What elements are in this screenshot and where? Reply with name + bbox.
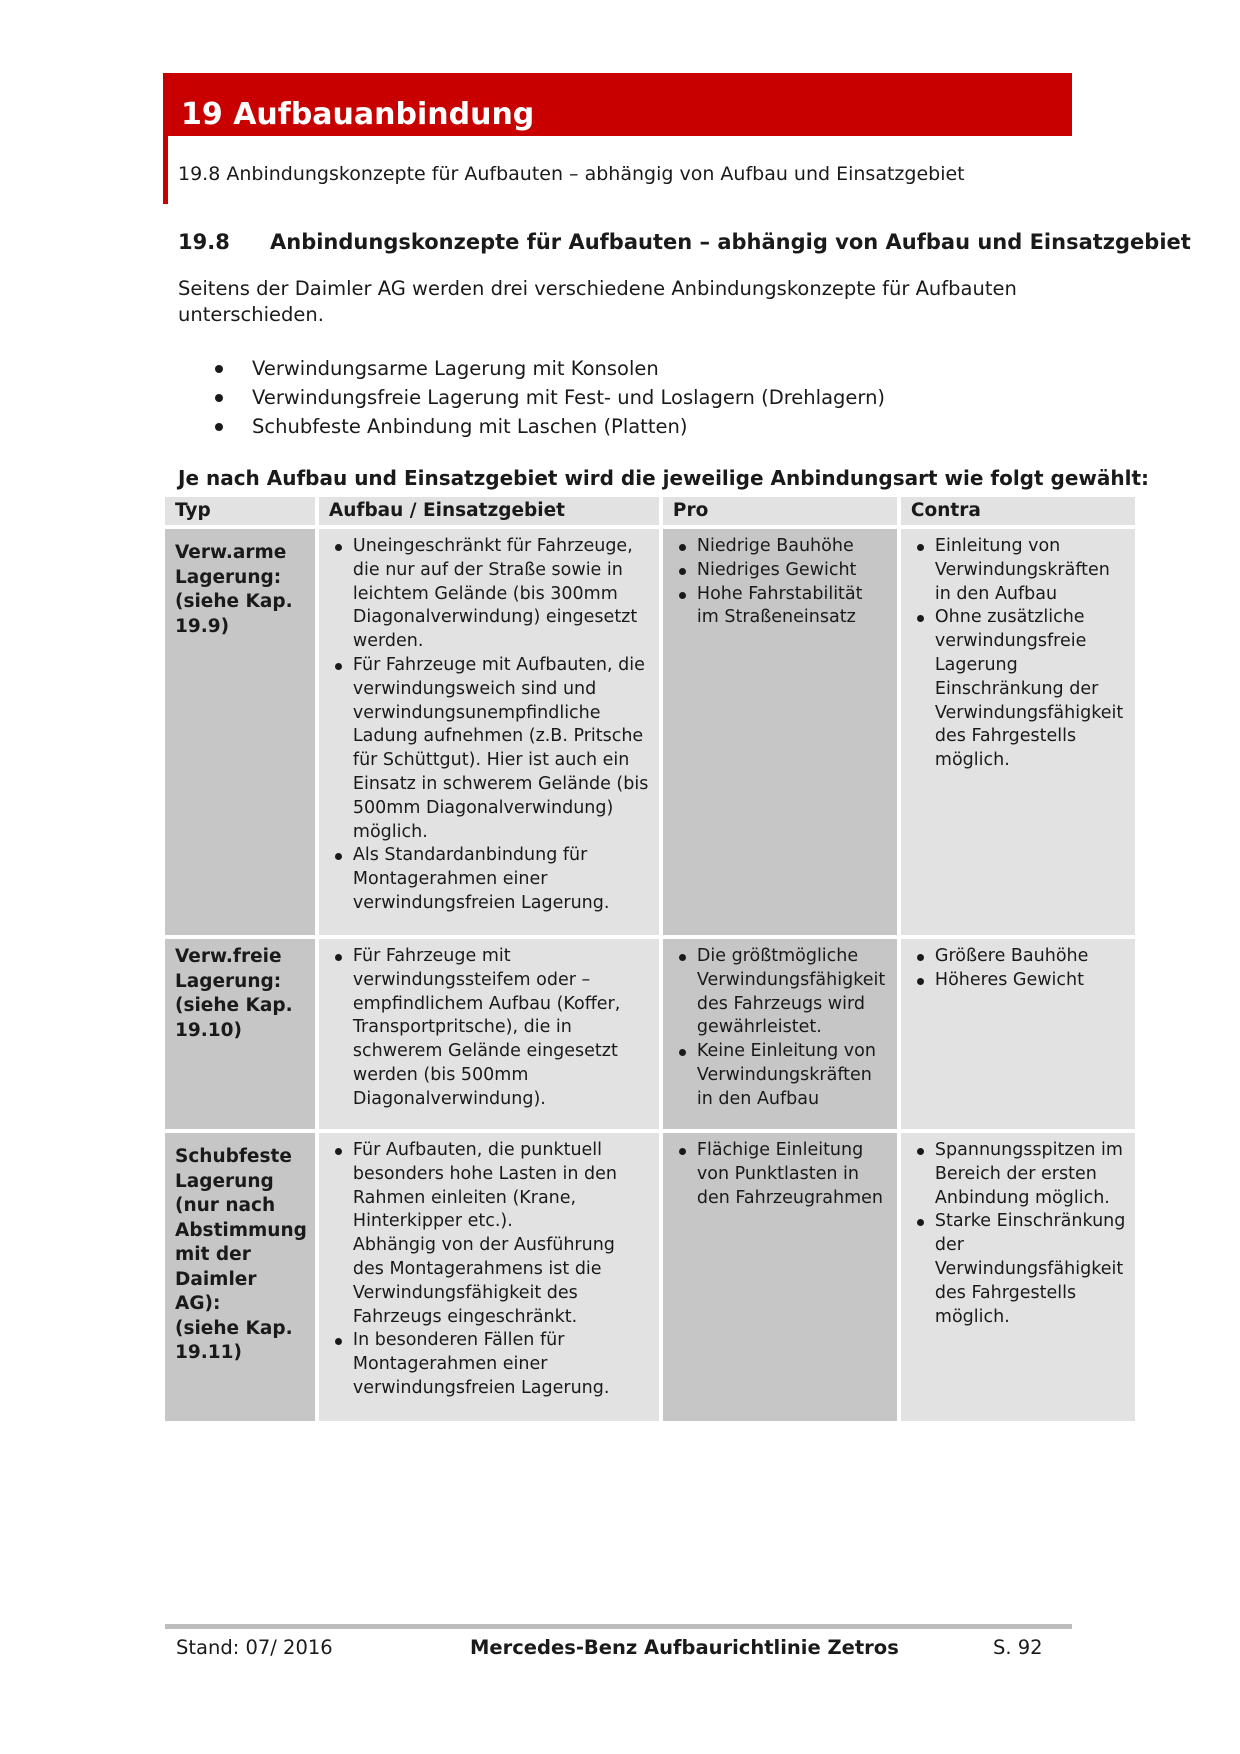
list-item: Als Standardanbindung für Montagerahmen einer verwindungsfreien Lagerung. [329,844,651,915]
list-item: Starke Einschränkung der Verwindungsfähigkeit des Fahrgestells möglich. [911,1210,1127,1329]
aufbau-cell [319,529,659,935]
running-head: 19.8 Anbindungskonzepte für Aufbauten – abhängig von Aufbau und Einsatzgebiet [178,163,965,185]
list-item: Flächige Einleitung von Punktlasten in den Fahrzeugrahmen [673,1139,889,1210]
concept-list [215,354,885,441]
footer-divider [165,1624,1072,1629]
list-item: Einleitung von Verwindungskräften in den Aufbau [911,535,1127,606]
header-aufbau: Aufbau / Einsatzgebiet [319,497,659,525]
connection-concepts-table [161,493,1139,1425]
intro-paragraph: Seitens der Daimler AG werden drei verschiedene Anbindungskonzepte für Aufbauten unterschieden. [178,277,1017,326]
list-item: In besonderen Fällen für Montagerahmen einer verwindungsfreien Lagerung. [329,1329,651,1400]
pro-cell [663,529,897,935]
list-item: Für Fahrzeuge mit verwindungssteifem oder –empfindlichem Aufbau (Koffer, Transportpritsche), die in schwerem Gelände eingesetzt werden (bis 500mm Diagonalverwindung). [329,945,651,1112]
aufbau-cell [319,939,659,1129]
contra-cell [901,529,1135,935]
contra-cell [901,939,1135,1129]
list-item: Für Aufbauten, die punktuell besonders hohe Lasten in den Rahmen einleiten (Krane, Hinterkipper etc.). Abhängig von der Ausführung des Montagerahmens ist die Verwindungsfähigkeit des Fahrzeugs eingeschränkt. [329,1139,651,1329]
table-header-row [165,497,1135,525]
list-item: Schubfeste Anbindung mit Laschen (Platten) [215,412,885,441]
list-item: Verwindungsfreie Lagerung mit Fest- und Loslagern (Drehlagern) [215,383,885,412]
list-item: Niedrige Bauhöhe [673,535,889,559]
header-contra: Contra [901,497,1135,525]
list-item: Spannungsspitzen im Bereich der ersten Anbindung möglich. [911,1139,1127,1210]
table-row [165,939,1135,1129]
list-item: Größere Bauhöhe [911,945,1127,969]
list-item: Höheres Gewicht [911,969,1127,993]
typ-label: Verw.freie Lagerung: (siehe Kap. 19.10) [175,946,293,1041]
table-row [165,1133,1135,1421]
list-item: Die größtmögliche Verwindungsfähigkeit des Fahrzeugs wird gewährleistet. [673,945,889,1040]
header-accent-line [163,136,168,204]
aufbau-cell [319,1133,659,1421]
section-number: 19.8 [178,230,230,254]
chapter-title: 19 Aufbauanbindung [181,97,535,132]
typ-cell [165,939,315,1129]
table-caption: Je nach Aufbau und Einsatzgebiet wird die jeweilige Anbindungsart wie folgt gewählt: [178,466,1150,490]
typ-cell [165,1133,315,1421]
section-heading [178,230,1191,254]
list-item: Verwindungsarme Lagerung mit Konsolen [215,354,885,383]
list-item: Für Fahrzeuge mit Aufbauten, die verwindungsweich sind und verwindungsunempfindliche Ladung aufnehmen (z.B. Pritsche für Schüttgut). Hier ist auch ein Einsatz in schwerem Gelände (bis 500mm Diagonalverwindung) möglich. [329,654,651,844]
list-item: Ohne zusätzliche verwindungsfreie Lagerung Einschränkung der Verwindungsfähigkeit des Fahrgestells möglich. [911,606,1127,773]
list-item: Niedriges Gewicht [673,559,889,583]
header-pro: Pro [663,497,897,525]
table-row [165,529,1135,935]
footer-page-number: S. 92 [993,1636,1043,1659]
section-title: Anbindungskonzepte für Aufbauten – abhängig von Aufbau und Einsatzgebiet [270,230,1191,254]
header-typ: Typ [165,497,315,525]
list-item: Hohe Fahrstabilität im Straßeneinsatz [673,583,889,631]
typ-label: Verw.arme Lagerung: (siehe Kap. 19.9) [175,542,293,637]
footer-document-title: Mercedes-Benz Aufbaurichtlinie Zetros [470,1636,899,1659]
pro-cell [663,1133,897,1421]
typ-cell [165,529,315,935]
typ-label: Schubfeste Lagerung (nur nach Abstimmung mit der Daimler AG): (siehe Kap. 19.11) [175,1146,307,1363]
list-item: Keine Einleitung von Verwindungskräften in den Aufbau [673,1040,889,1111]
pro-cell [663,939,897,1129]
list-item: Uneingeschränkt für Fahrzeuge, die nur auf der Straße sowie in leichtem Gelände (bis 300mm Diagonalverwindung) eingesetzt werden. [329,535,651,654]
footer-date: Stand: 07/ 2016 [176,1636,333,1659]
contra-cell [901,1133,1135,1421]
